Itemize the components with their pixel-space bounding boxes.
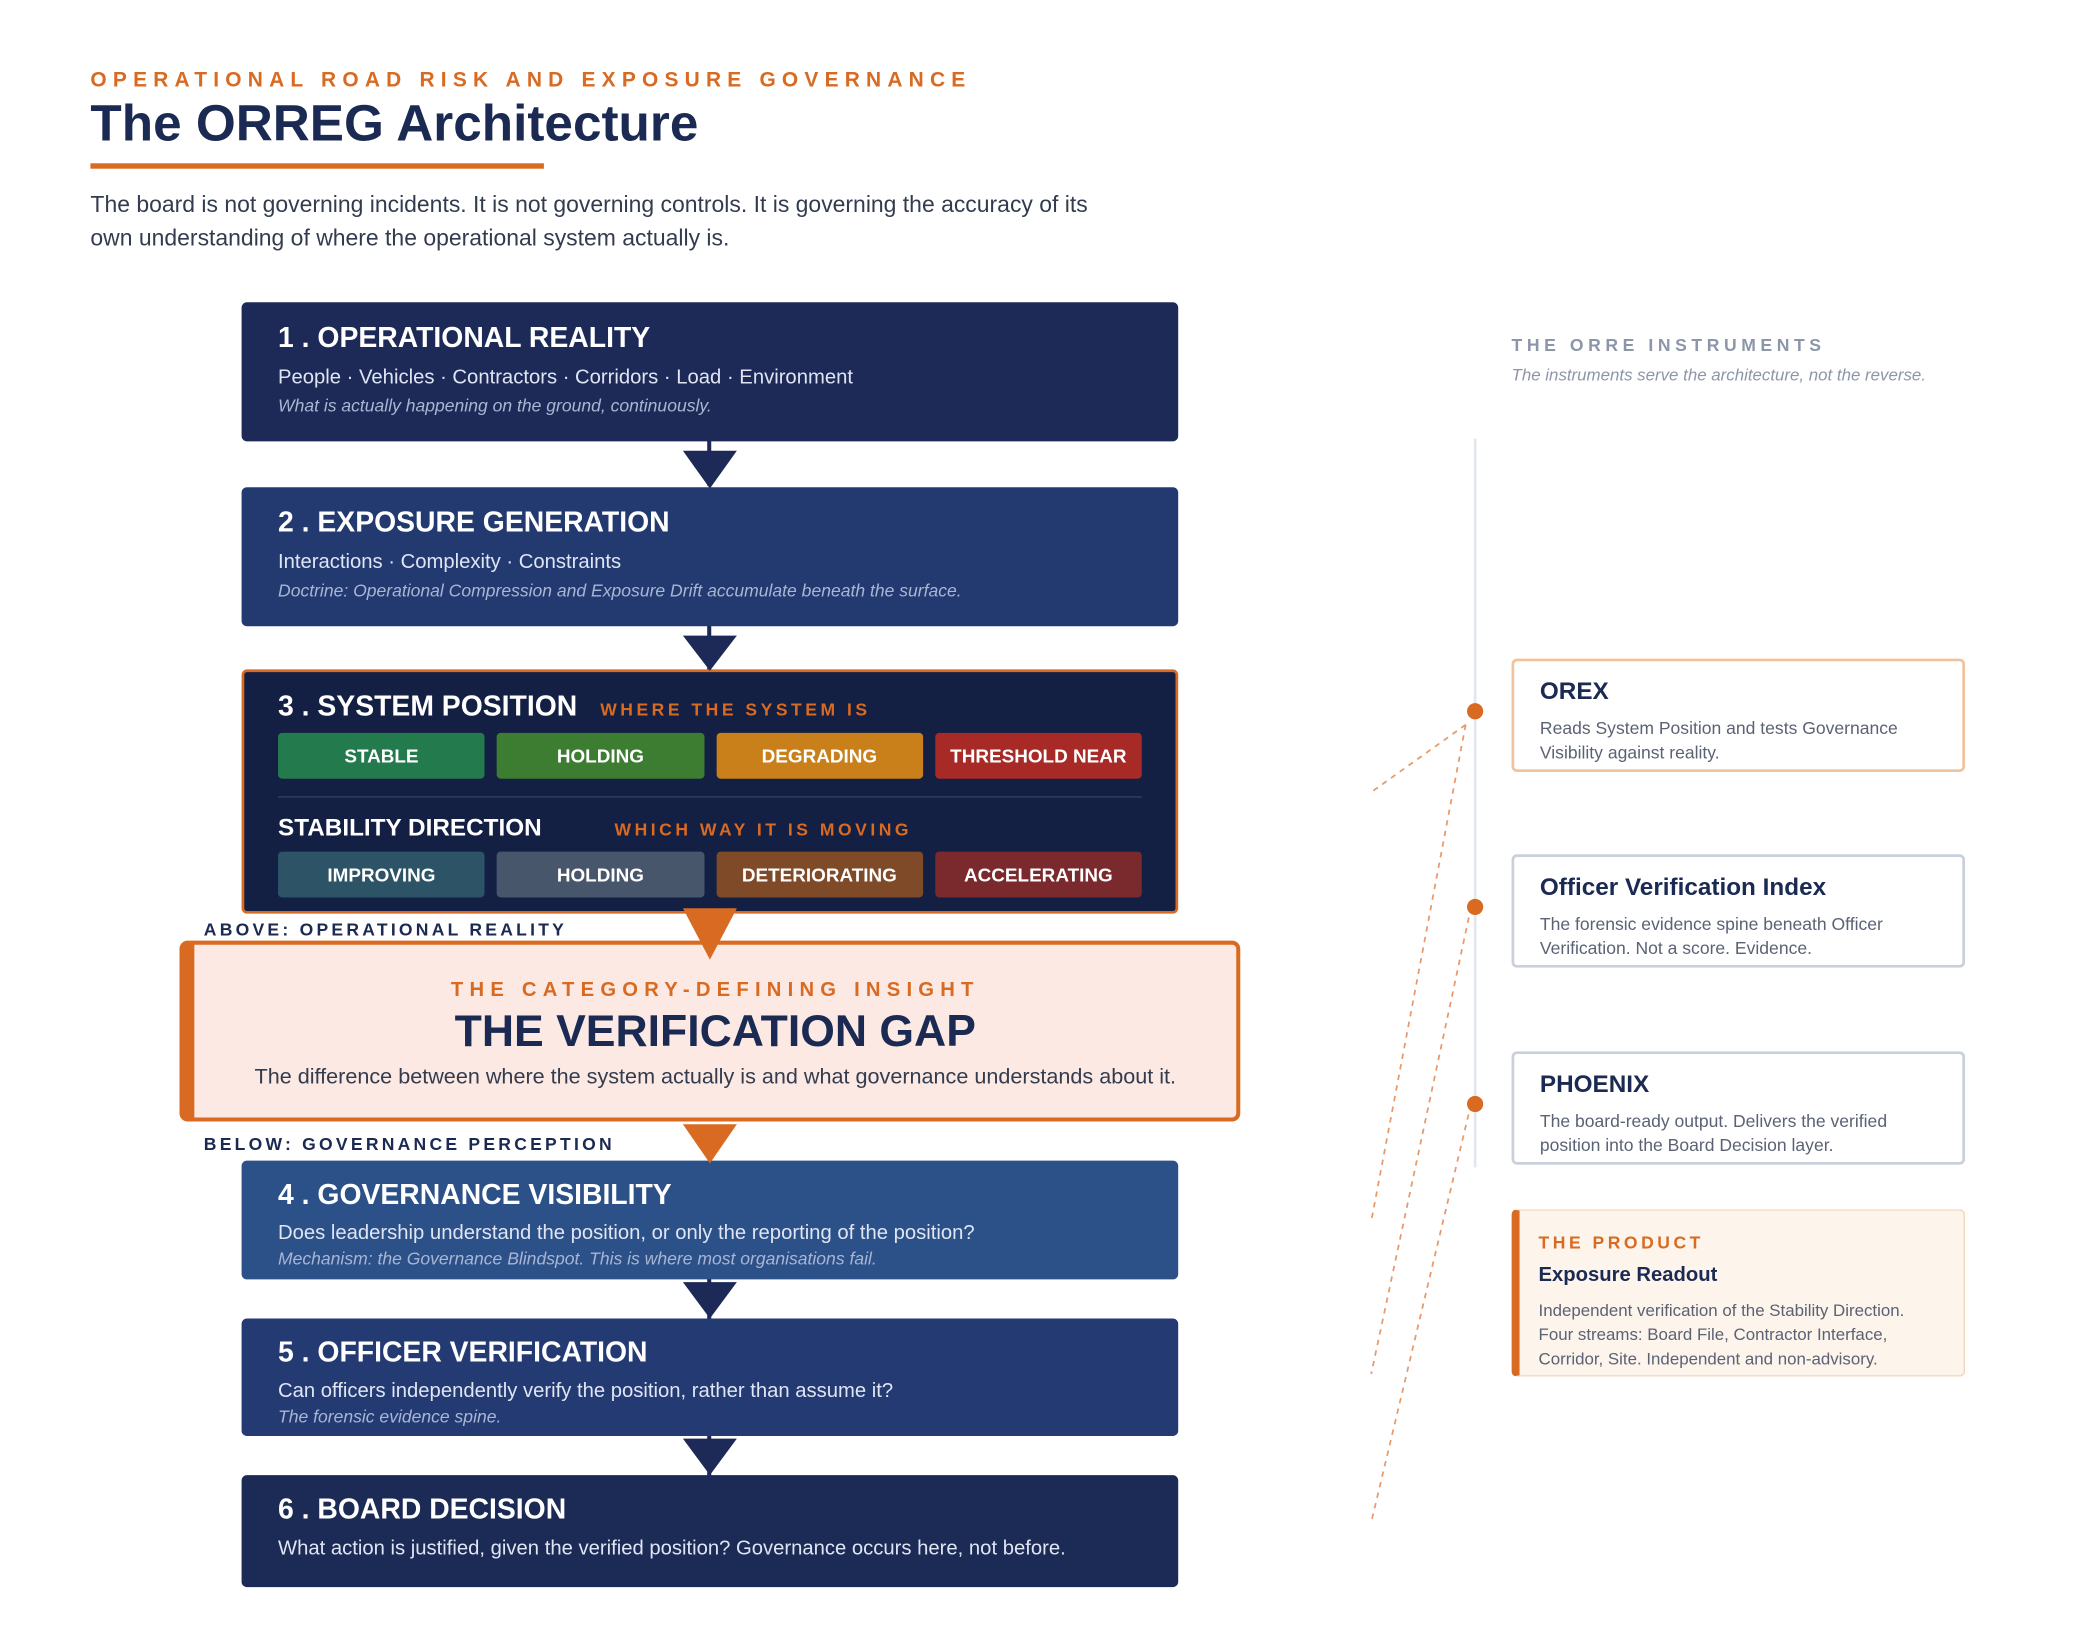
position-label: WHERE THE SYSTEM IS — [600, 699, 871, 720]
card-description: The forensic evidence spine beneath Officer Verification. Not a score. Evidence. — [1539, 913, 1883, 959]
layer-title: 1 . OPERATIONAL REALITY — [278, 322, 651, 354]
card-description: The board-ready output. Delivers the verified position into the Board Decision layer. — [1539, 1110, 1888, 1156]
layer-subtitle: What action is justified, given the verified position? Governance occurs here, not before. — [278, 1537, 1066, 1561]
layer-note: Doctrine: Operational Compression and Exposure Drift accumulate beneath the surface. — [278, 580, 962, 601]
chip-holding-direction: HOLDING — [497, 852, 704, 898]
layer-subtitle: Can officers independently verify the position, rather than assume it? — [278, 1379, 894, 1403]
instruments-spine — [1474, 439, 1477, 1168]
product-description: Independent verification of the Stability Direction. Four streams: Board File, Contractor Interface, Corridor, Site. Independent and non-advisory. — [1538, 1301, 1905, 1369]
card-title: PHOENIX — [1539, 1070, 1650, 1098]
node-dot-icon — [1467, 1096, 1483, 1112]
instruments-heading: THE ORRE INSTRUMENTS — [1511, 334, 1826, 355]
layer-title: 3 . SYSTEM POSITION — [278, 690, 578, 723]
chip-threshold-near: THRESHOLD NEAR — [935, 733, 1142, 779]
link-line — [1371, 725, 1465, 1222]
chip-holding: HOLDING — [497, 733, 704, 779]
layer-subtitle: Interactions · Complexity · Constraints — [278, 550, 622, 574]
gap-description: The difference between where the system actually is and what governance understands about it. — [254, 1066, 1177, 1090]
layer-subtitle: Does leadership understand the position, or only the reporting of the position? — [278, 1221, 975, 1245]
instrument-card-orex — [1512, 659, 1965, 772]
instrument-card-phoenix — [1512, 1051, 1965, 1164]
gap-below-label: BELOW: GOVERNANCE PERCEPTION — [203, 1133, 615, 1154]
layer-note: The forensic evidence spine. — [278, 1406, 502, 1427]
layer-note: Mechanism: the Governance Blindspot. This is where most organisations fail. — [278, 1248, 877, 1269]
layer-title: 4 . GOVERNANCE VISIBILITY — [278, 1179, 672, 1211]
layer-subtitle: People · Vehicles · Contractors · Corridors · Load · Environment — [278, 365, 853, 389]
page-title: The ORREG Architecture — [90, 95, 699, 153]
page-intro: The board is not governing incidents. It is not governing controls. It is governing the accuracy of its own understanding of where the operational system actually is. — [90, 191, 1088, 251]
gap-eyebrow: THE CATEGORY-DEFINING INSIGHT — [450, 978, 980, 1002]
chip-stable: STABLE — [278, 733, 485, 779]
layer-title: 2 . EXPOSURE GENERATION — [278, 507, 670, 539]
chip-deteriorating: DETERIORATING — [716, 852, 923, 898]
gap-above-label: ABOVE: OPERATIONAL REALITY — [203, 919, 568, 940]
direction-label: WHICH WAY IT IS MOVING — [614, 819, 913, 840]
direction-title: STABILITY DIRECTION — [278, 813, 542, 841]
layer-note: What is actually happening on the ground, continuously. — [278, 395, 712, 416]
chip-improving: IMPROVING — [278, 852, 485, 898]
chip-accelerating: ACCELERATING — [935, 852, 1142, 898]
instruments-subheading: The instruments serve the architecture, not the reverse. — [1511, 365, 1927, 385]
layer-title: 6 . BOARD DECISION — [278, 1494, 567, 1526]
product-card — [1512, 1209, 1965, 1376]
node-dot-icon — [1467, 703, 1483, 719]
chip-degrading: DEGRADING — [716, 733, 923, 779]
instrument-card-ovi — [1512, 854, 1965, 967]
card-title: Officer Verification Index — [1539, 873, 1827, 901]
layer-title: 5 . OFFICER VERIFICATION — [278, 1337, 648, 1369]
product-eyebrow: THE PRODUCT — [1538, 1232, 1704, 1253]
node-dot-icon — [1467, 899, 1483, 915]
product-title: Exposure Readout — [1538, 1263, 1718, 1287]
link-line — [1371, 725, 1465, 792]
link-line — [1371, 1104, 1471, 1522]
gap-title: THE VERIFICATION GAP — [454, 1005, 976, 1056]
page-eyebrow: OPERATIONAL ROAD RISK AND EXPOSURE GOVERNANCE — [90, 68, 972, 92]
card-title: OREX — [1539, 677, 1609, 705]
card-description: Reads System Position and tests Governance Visibility against reality. — [1539, 717, 1898, 763]
